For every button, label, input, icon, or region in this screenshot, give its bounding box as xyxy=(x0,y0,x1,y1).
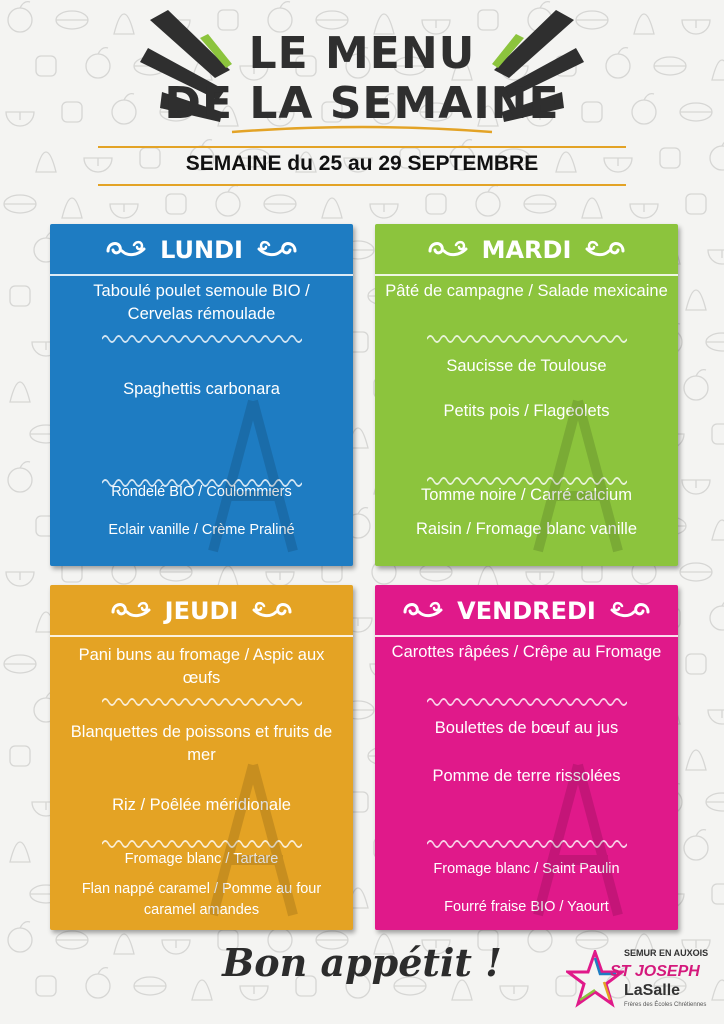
watermark-logo-icon xyxy=(193,391,313,566)
day-header xyxy=(50,591,353,631)
card-vendredi xyxy=(375,585,678,930)
watermark-logo-icon xyxy=(518,755,638,930)
logo-school-name: ST JOSEPH xyxy=(610,963,700,980)
header-underline xyxy=(50,274,353,276)
divider-line xyxy=(98,184,626,186)
school-logo xyxy=(566,944,716,1018)
day-name: MARDI xyxy=(481,236,572,264)
wave-divider-icon xyxy=(427,332,627,350)
swirl-right-icon xyxy=(606,598,652,625)
menu-item-dessert: Flan nappé caramel / Pomme au four caramel amandes xyxy=(81,881,322,918)
logo-town: SEMUR EN AUXOIS xyxy=(624,948,709,958)
swirl-left-icon xyxy=(426,237,472,264)
bon-appetit-text: Bon appétit ! xyxy=(222,940,502,985)
menu-item-cheese: Fromage blanc / Saint Paulin xyxy=(433,861,620,877)
menu-item-main: Spaghettis carbonara xyxy=(123,380,280,398)
swirl-right-icon xyxy=(248,598,294,625)
menu-item-cheese: Tomme noire / Carré calcium xyxy=(421,486,632,504)
day-name: VENDREDI xyxy=(457,597,596,625)
header-underline xyxy=(375,274,678,276)
menu-item-main: Saucisse de Toulouse xyxy=(446,357,607,375)
menu-item-cheese: Fromage blanc / Tartare xyxy=(124,851,279,867)
card-jeudi xyxy=(50,585,353,930)
day-header xyxy=(375,591,678,631)
header-underline xyxy=(50,635,353,637)
wave-divider-icon xyxy=(102,332,302,350)
wave-divider-icon xyxy=(427,695,627,713)
header xyxy=(0,0,724,140)
logo-lasalle: LaSalle xyxy=(624,982,681,999)
wave-divider-icon xyxy=(102,695,302,713)
menu-item-dessert: Fourré fraise BIO / Yaourt xyxy=(444,899,609,915)
day-name: JEUDI xyxy=(164,597,239,625)
watermark-logo-icon xyxy=(193,755,313,930)
card-mardi xyxy=(375,224,678,566)
swirl-left-icon xyxy=(109,598,155,625)
swirl-left-icon xyxy=(401,598,447,625)
menu-item-side: Riz / Poêlée méridionale xyxy=(112,796,291,814)
swirl-right-icon xyxy=(253,237,299,264)
swirl-right-icon xyxy=(581,237,627,264)
divider-line xyxy=(98,146,626,148)
menu-item-dessert: Eclair vanille / Crème Praliné xyxy=(108,522,295,538)
menu-item-side: Petits pois / Flageolets xyxy=(443,402,610,420)
menu-item-dessert: Raisin / Fromage blanc vanille xyxy=(415,520,638,538)
menu-item-side: Pomme de terre rissolées xyxy=(432,767,621,785)
menu-title-line2: DE LA SEMAINE xyxy=(164,78,560,129)
menu-item-cheese: Rondelé BIO / Coulommiers xyxy=(111,484,292,500)
menu-item-starter: Taboulé poulet semoule BIO / Cervelas rémoulade xyxy=(93,282,310,323)
day-name: LUNDI xyxy=(160,236,243,264)
menu-item-main: Boulettes de bœuf au jus xyxy=(434,719,619,737)
card-lundi xyxy=(50,224,353,566)
week-dates: SEMAINE du 25 au 29 SEPTEMBRE xyxy=(185,152,539,175)
day-header xyxy=(375,230,678,270)
day-header xyxy=(50,230,353,270)
menu-item-starter: Pani buns au fromage / Aspic aux œufs xyxy=(78,646,325,687)
watermark-logo-icon xyxy=(518,391,638,566)
menu-item-starter: Pâté de campagne / Salade mexicaine xyxy=(385,282,668,300)
menu-item-starter: Carottes râpées / Crêpe au Fromage xyxy=(391,643,662,661)
menu-item-main: Blanquettes de poissons et fruits de mer xyxy=(70,723,333,764)
logo-tagline: Frères des Écoles Chrétiennes xyxy=(624,1002,707,1008)
swirl-left-icon xyxy=(104,237,150,264)
header-underline xyxy=(375,635,678,637)
menu-title-line1: LE MENU xyxy=(248,28,476,79)
